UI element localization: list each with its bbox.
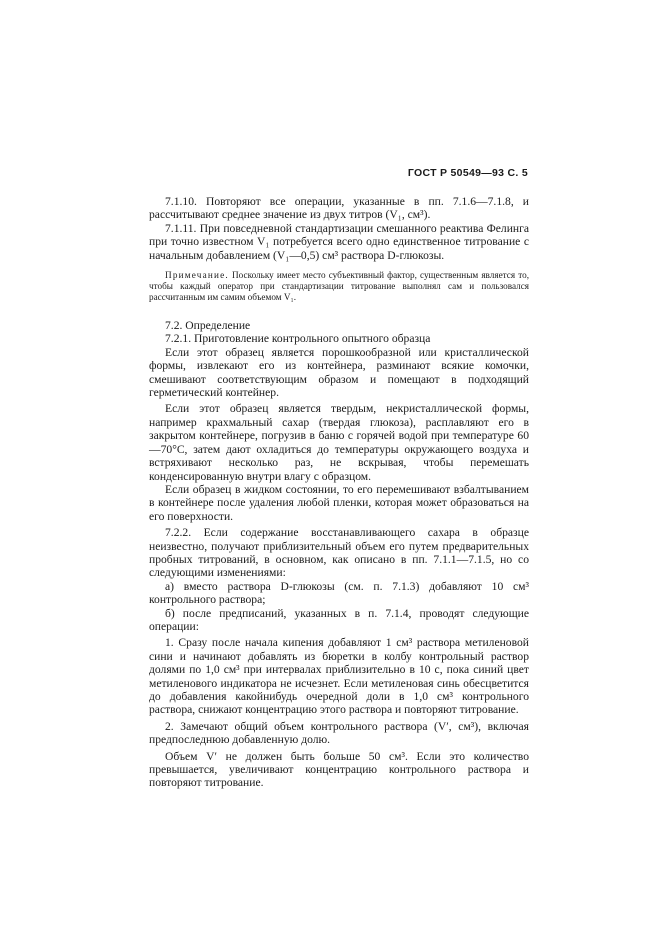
- paragraph-solid-sample: Если этот образец является твердым, некристаллической формы, например крахмальный сахар (твердая глюкоза), расплавляют его в закрытом контейнере, погрузив в баню с горячей водой при температуре 60—70°С, затем дают охладиться до температуры окружающего воздуха и встряхивают несколько раз, не вскрывая, чтобы перемешать конденсированную внутри влагу с образцом.: [149, 402, 529, 483]
- note: [149, 270, 529, 303]
- step-1: 1. Сразу после начала кипения добавляют 1 см³ раствора метиленовой сини и начинают добавлять из бюретки в колбу контрольный раствор долями по 1,0 см³ при интервалах приблизительно в 10 с, пока синий цвет метиленового индикатора не исчезнет. Если метиленовая синь обесцветится до добавления какойнибудь очередной доли в 1,0 см³ контрольного раствора, снижают концентрацию этого раствора и повторяют титрование.: [149, 636, 529, 717]
- section-heading-7-2-1: 7.2.1. Приготовление контрольного опытного образца: [165, 332, 431, 346]
- page-header: ГОСТ Р 50549—93 С. 5: [407, 167, 528, 179]
- paragraph-7-2-2: 7.2.2. Если содержание восстанавливающего сахара в образце неизвестно, получают приблизительный объем его путем предварительных пробных титрований, в основном, как описано в пп. 7.1.1—7.1.5, но со следующими изменениями:: [149, 526, 529, 580]
- list-item-b: б) после предписаний, указанных в п. 7.1.4, проводят следующие операции:: [149, 606, 529, 633]
- paragraph-liquid-sample: Если образец в жидком состоянии, то его перемешивают взбалтыванием в контейнере после удаления любой пленки, которая может образоваться на его поверхности.: [149, 482, 529, 523]
- paragraph-7-1-10: 7.1.10. Повторяют все операции, указанные в пп. 7.1.6—7.1.8, и рассчитывают среднее значение из двух титров (V₁, см³).: [149, 195, 529, 222]
- paragraph-powder-sample: Если этот образец является порошкообразной или кристаллической формы, извлекают его из контейнера, разминают всякие комочки, смешивают соответствующим образом и помещают в подходящий герметический контейнер.: [149, 345, 529, 400]
- section-heading-7-2: 7.2. Определение: [165, 319, 251, 333]
- note-text: Поскольку имеет место субъективный фактор, существенным является то, чтобы каждый оператор при стандартизации титрование выполнял сам и пользовался рассчитанным им самим объемом V₁.: [149, 270, 529, 303]
- paragraph-7-1-11: 7.1.11. При повседневной стандартизации смешанного реактива Фелинга при точно известном V₁ потребуется всего одно единственное титрование с начальным добавлением (V₁—0,5) см³ раствора D-глюкозы.: [149, 221, 529, 262]
- step-2: 2. Замечают общий объем контрольного раствора (V′, см³), включая предпоследнюю добавленную долю.: [149, 719, 529, 747]
- document-body: [149, 195, 529, 790]
- note-label: Примечание.: [165, 270, 229, 281]
- paragraph-volume-limit: Объем V′ не должен быть больше 50 см³. Если это количество превышается, увеличивают концентрацию контрольного раствора и повторяют титрование.: [149, 749, 529, 790]
- list-item-a: а) вместо раствора D-глюкозы (см. п. 7.1.3) добавляют 10 см³ контрольного раствора;: [149, 579, 529, 607]
